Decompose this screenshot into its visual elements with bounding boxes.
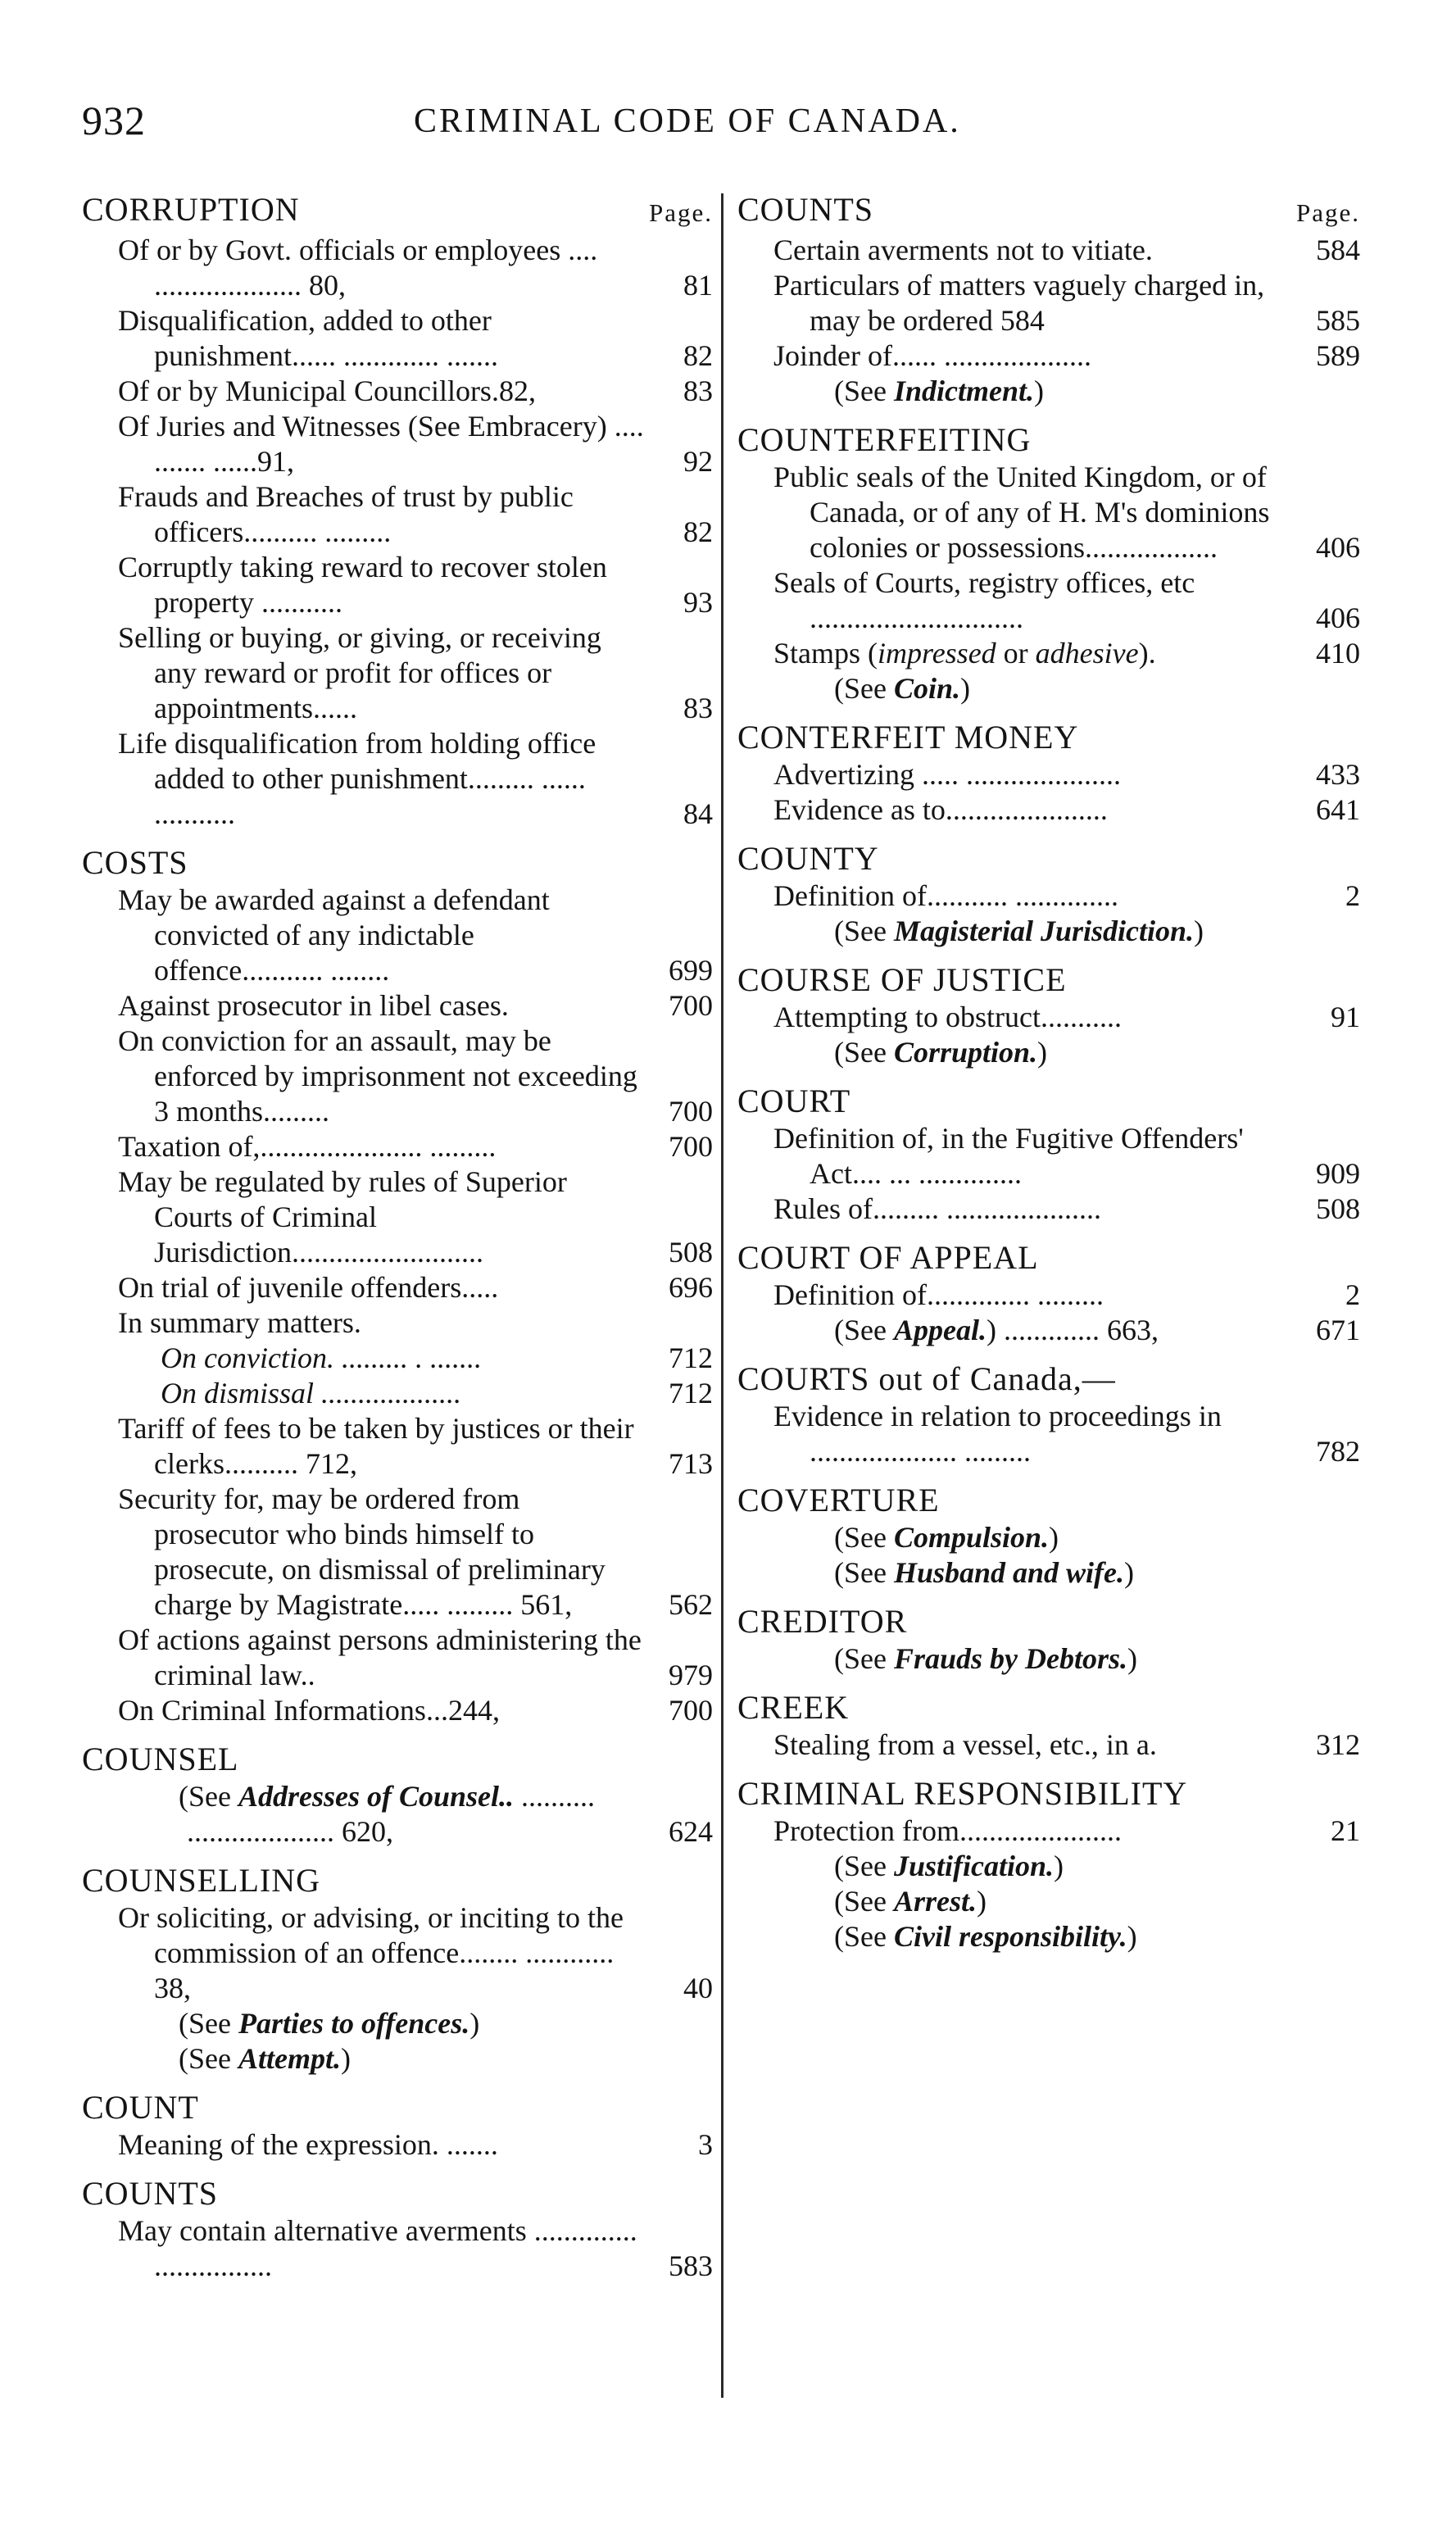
page-reference: 562: [669, 1588, 713, 1621]
index-heading: [737, 1774, 1360, 1813]
index-subentry: [82, 1341, 713, 1376]
index-entry: [82, 1164, 713, 1270]
index-entry: [82, 1024, 713, 1129]
see-reference-term: Addresses of Counsel..: [238, 1780, 515, 1813]
page-reference: 82: [683, 515, 713, 548]
page-reference: 40: [683, 1972, 713, 2004]
heading-text: CONTERFEIT MONEY: [737, 719, 1079, 756]
entry-text: On trial of juvenile offenders.....: [118, 1271, 499, 1304]
page-reference: 624: [669, 1815, 713, 1848]
index-entry: [737, 757, 1360, 792]
see-also-reference: [737, 1919, 1360, 1954]
see-reference-term: Civil responsibility.: [893, 1920, 1127, 1953]
see-reference-term: Arrest.: [893, 1885, 977, 1918]
index-entry: [82, 479, 713, 550]
index-column-right: [737, 190, 1360, 1954]
heading-text: COURT OF APPEAL: [737, 1239, 1039, 1276]
index-entry: [737, 1000, 1360, 1035]
see-prefix: (See: [834, 374, 894, 407]
heading-text: COUNTERFEITING: [737, 421, 1032, 458]
entry-text: Definition of, in the Fugitive Offenders' Act.... ... ..............: [773, 1122, 1244, 1190]
index-heading: [737, 1688, 1360, 1727]
page-reference: 3: [698, 2128, 713, 2161]
page-reference: 782: [1316, 1435, 1360, 1468]
entry-text: Stealing from a vessel, etc., in a.: [773, 1728, 1157, 1761]
page-reference: 589: [1316, 339, 1360, 372]
entry-text: Corruptly taking reward to recover stolen property ...........: [118, 551, 607, 619]
page-reference: 84: [683, 797, 713, 830]
index-heading: [82, 1861, 713, 1900]
see-also-reference: [737, 1849, 1360, 1884]
entry-text: Against prosecutor in libel cases.: [118, 989, 509, 1022]
entry-text: Selling or buying, or giving, or receiving any reward or profit for offices or appointments......: [118, 621, 601, 724]
index-entry: [737, 268, 1360, 338]
entry-emphasis: impressed: [878, 637, 996, 670]
see-also-reference: [82, 2006, 713, 2041]
see-suffix: ): [1194, 915, 1204, 947]
see-prefix: (See: [834, 1642, 894, 1675]
heading-text: COUNSEL: [82, 1741, 239, 1777]
index-entry: [82, 2127, 713, 2163]
page-reference: 583: [669, 2249, 713, 2282]
entry-text: Evidence as to......................: [773, 793, 1108, 826]
index-entry: [82, 1482, 713, 1623]
index-entry: [737, 792, 1360, 828]
heading-text: CORRUPTION: [82, 191, 300, 228]
index-entry: [737, 565, 1360, 636]
index-entry: [82, 883, 713, 988]
entry-text: ).: [1138, 637, 1156, 670]
see-suffix: .......... .................... 620,: [187, 1780, 596, 1848]
see-also-reference: [737, 914, 1360, 949]
index-heading: [737, 718, 1360, 757]
see-prefix: (See: [179, 2042, 238, 2075]
heading-text: COUNSELLING: [82, 1862, 320, 1899]
index-entry: [737, 1399, 1360, 1469]
see-prefix: (See: [834, 1850, 894, 1882]
index-heading: [737, 420, 1360, 460]
entry-text: Advertizing ..... .....................: [773, 758, 1121, 791]
index-heading: [737, 1481, 1360, 1520]
see-suffix: ): [1049, 1521, 1059, 1554]
index-entry: [737, 1121, 1360, 1192]
see-suffix: ): [1127, 1642, 1137, 1675]
page-reference: 584: [1316, 234, 1360, 266]
entry-text: or: [996, 637, 1036, 670]
page-column-label: Page.: [1295, 198, 1360, 227]
see-prefix: (See: [834, 1314, 894, 1346]
index-entry: [82, 1623, 713, 1693]
entry-text: Or soliciting, or advising, or inciting to the commission of an offence........ ............ 38,: [118, 1901, 624, 2004]
see-suffix: ): [1037, 1036, 1048, 1069]
index-entry: [82, 1693, 713, 1728]
index-entry: [82, 1270, 713, 1305]
heading-text: COVERTURE: [737, 1482, 940, 1518]
see-also-reference: [737, 1035, 1360, 1070]
page-reference: 92: [683, 445, 713, 478]
see-prefix: (See: [834, 1920, 894, 1953]
page-reference: 699: [669, 954, 713, 987]
entry-text: Of or by Govt. officials or employees .... .................... 80,: [118, 234, 598, 302]
page-reference: 433: [1316, 758, 1360, 791]
page-number: 932: [82, 98, 146, 143]
see-reference-term: Indictment.: [893, 374, 1034, 407]
index-entry: [737, 460, 1360, 565]
page-reference: 979: [669, 1659, 713, 1691]
page-reference: 909: [1316, 1157, 1360, 1190]
index-entry: [82, 1129, 713, 1164]
page-reference: 641: [1316, 793, 1360, 826]
page-reference: 2: [1345, 1278, 1360, 1311]
page-reference: 81: [683, 269, 713, 302]
entry-text: May be awarded against a defendant convicted of any indictable offence........... ........: [118, 883, 550, 987]
index-entry: [82, 303, 713, 374]
index-entry: [737, 233, 1360, 268]
see-prefix: (See: [834, 915, 894, 947]
see-prefix: (See: [834, 1885, 894, 1918]
page-reference: 2: [1345, 879, 1360, 912]
see-reference-term: Magisterial Jurisdiction.: [893, 915, 1195, 947]
entry-text: Frauds and Breaches of trust by public officers.......... .........: [118, 480, 574, 548]
see-prefix: (See: [179, 1780, 238, 1813]
entry-text: In summary matters.: [118, 1306, 361, 1339]
index-entry: [82, 2213, 713, 2284]
heading-text: COUNTS: [737, 191, 874, 228]
see-prefix: (See: [834, 672, 894, 705]
entry-text: Definition of.............. .........: [773, 1278, 1104, 1311]
page-reference: 82: [683, 339, 713, 372]
index-heading: [82, 190, 713, 233]
index-heading: [82, 843, 713, 883]
see-reference-term: Husband and wife.: [893, 1556, 1125, 1589]
entry-text: Of or by Municipal Councillors.82,: [118, 374, 536, 407]
index-heading: [737, 1238, 1360, 1278]
column-divider: [721, 193, 723, 2398]
see-reference-term: Appeal.: [893, 1314, 987, 1346]
see-suffix: ) ............. 663,: [986, 1314, 1159, 1346]
entry-text: Stamps (: [773, 637, 878, 670]
see-prefix: (See: [834, 1556, 894, 1589]
see-suffix: ): [960, 672, 971, 705]
subentry-text: On dismissal ...................: [161, 1377, 462, 1409]
heading-text: COUNTS: [82, 2175, 219, 2212]
page-reference: 712: [669, 1377, 713, 1409]
page-reference: 671: [1316, 1314, 1360, 1346]
running-title: CRIMINAL CODE OF CANADA.: [414, 102, 961, 140]
page-reference: 93: [683, 586, 713, 619]
index-entry: [737, 1727, 1360, 1763]
see-also-reference: [737, 1313, 1360, 1348]
page-column-label: Page.: [648, 198, 713, 227]
page-reference: 312: [1316, 1728, 1360, 1761]
index-heading: [82, 2174, 713, 2213]
see-also-reference: [737, 1555, 1360, 1591]
index-entry: [82, 550, 713, 620]
index-entry: [82, 409, 713, 479]
entry-text: Particulars of matters vaguely charged in, may be ordered 584: [773, 269, 1265, 337]
see-also-reference: [82, 1779, 713, 1850]
entry-text: Evidence in relation to proceedings in .................... .........: [773, 1400, 1222, 1468]
page-reference: 21: [1331, 1814, 1360, 1847]
heading-text: CRIMINAL RESPONSIBILITY: [737, 1775, 1188, 1812]
entry-text: Definition of........... ..............: [773, 879, 1118, 912]
index-entry: [737, 878, 1360, 914]
page-reference: 696: [669, 1271, 713, 1304]
entry-text: Joinder of...... ....................: [773, 339, 1091, 372]
page-reference: 406: [1316, 531, 1360, 564]
page-reference: 410: [1316, 637, 1360, 670]
see-also-reference: [737, 1884, 1360, 1919]
page-reference: 508: [1316, 1192, 1360, 1225]
see-also-reference: [737, 374, 1360, 409]
index-entry: [82, 988, 713, 1024]
index-heading: [737, 839, 1360, 878]
page-reference: 712: [669, 1341, 713, 1374]
heading-text: CREEK: [737, 1689, 850, 1726]
entry-text: Of actions against persons administering the criminal law..: [118, 1623, 642, 1691]
index-entry: [82, 1305, 713, 1341]
index-column-left: [82, 190, 713, 2284]
see-also-reference: [737, 1641, 1360, 1677]
index-heading: [737, 1602, 1360, 1641]
index-entry: [82, 374, 713, 409]
see-suffix: ): [1124, 1556, 1135, 1589]
page-reference: 700: [669, 1694, 713, 1727]
see-reference-term: Justification.: [893, 1850, 1054, 1882]
heading-text: COURSE OF JUSTICE: [737, 961, 1067, 998]
see-reference-term: Parties to offences.: [238, 2007, 470, 2040]
see-suffix: ): [1034, 374, 1044, 407]
see-suffix: ): [340, 2042, 351, 2075]
index-entry: [737, 1192, 1360, 1227]
entry-text: On Criminal Informations...244,: [118, 1694, 500, 1727]
see-reference-term: Compulsion.: [893, 1521, 1050, 1554]
page-reference: 700: [669, 1095, 713, 1128]
entry-text: Life disqualification from holding office added to other punishment......... ...... ...........: [118, 727, 596, 830]
see-also-reference: [737, 1520, 1360, 1555]
entry-text: Meaning of the expression. .......: [118, 2128, 498, 2161]
index-heading: [737, 1082, 1360, 1121]
entry-text: Disqualification, added to other punishment...... ............. .......: [118, 304, 498, 372]
page-reference: 585: [1316, 304, 1360, 337]
index-heading: [737, 190, 1360, 233]
entry-text: Public seals of the United Kingdom, or of Canada, or of any of H. M's dominions colonies or possessions..................: [773, 461, 1270, 564]
index-entry: [82, 233, 713, 303]
page-reference: 83: [683, 374, 713, 407]
see-reference-term: Attempt.: [238, 2042, 341, 2075]
heading-text: CREDITOR: [737, 1603, 908, 1640]
index-entry: [737, 636, 1360, 671]
entry-text: Seals of Courts, registry offices, etc .............................: [773, 566, 1195, 634]
entry-text: Protection from......................: [773, 1814, 1122, 1847]
heading-text: COUNTY: [737, 840, 879, 877]
entry-text: Security for, may be ordered from prosecutor who binds himself to prosecute, on dismissal of preliminary charge by Magistrate..... ......... 561,: [118, 1482, 606, 1621]
index-heading: [737, 960, 1360, 1000]
index-heading: [82, 2088, 713, 2127]
see-suffix: ): [1127, 1920, 1137, 1953]
index-entry: [737, 1813, 1360, 1849]
heading-text: COUNT: [82, 2089, 199, 2126]
heading-text: COURTS out of Canada,—: [737, 1360, 1116, 1397]
index-entry: [82, 620, 713, 726]
page-reference: 713: [669, 1447, 713, 1480]
entry-text: May contain alternative averments .............. ................: [118, 2214, 637, 2282]
entry-text: Attempting to obstruct...........: [773, 1001, 1122, 1033]
page-reference: 91: [1331, 1001, 1360, 1033]
heading-text: COURT: [737, 1083, 851, 1119]
see-reference-term: Corruption.: [893, 1036, 1038, 1069]
see-prefix: (See: [834, 1521, 894, 1554]
index-subentry: [82, 1376, 713, 1411]
index-entry: [82, 1411, 713, 1482]
see-reference-term: Coin.: [893, 672, 961, 705]
see-suffix: ): [469, 2007, 480, 2040]
page-reference: 700: [669, 1130, 713, 1163]
see-prefix: (See: [834, 1036, 894, 1069]
see-prefix: (See: [179, 2007, 238, 2040]
index-entry: [82, 1900, 713, 2006]
entry-text: On conviction for an assault, may be enforced by imprisonment not exceeding 3 months.........: [118, 1024, 637, 1128]
index-heading: [737, 1360, 1360, 1399]
see-reference-term: Frauds by Debtors.: [893, 1642, 1127, 1675]
index-entry: [82, 726, 713, 832]
index-entry: [737, 1278, 1360, 1313]
index-heading: [82, 1740, 713, 1779]
entry-text: Taxation of,...................... .........: [118, 1130, 497, 1163]
subentry-text: On conviction. ......... . .......: [161, 1341, 482, 1374]
entry-text: Certain averments not to vitiate.: [773, 234, 1153, 266]
entry-emphasis: adhesive: [1035, 637, 1139, 670]
entry-text: May be regulated by rules of Superior Courts of Criminal Jurisdiction..........................: [118, 1165, 567, 1269]
entry-text: Of Juries and Witnesses (See Embracery) .... ....... ......91,: [118, 410, 644, 478]
see-also-reference: [82, 2041, 713, 2077]
see-suffix: ): [977, 1885, 987, 1918]
entry-text: Rules of......... .....................: [773, 1192, 1101, 1225]
page-reference: 83: [683, 692, 713, 724]
page-header: [82, 97, 1426, 162]
entry-text: Tariff of fees to be taken by justices or their clerks.......... 712,: [118, 1412, 634, 1480]
see-suffix: ): [1054, 1850, 1064, 1882]
see-also-reference: [737, 671, 1360, 706]
heading-text: COSTS: [82, 844, 188, 881]
page-reference: 508: [669, 1236, 713, 1269]
index-entry: [737, 338, 1360, 374]
page-reference: 406: [1316, 601, 1360, 634]
page-reference: 700: [669, 989, 713, 1022]
